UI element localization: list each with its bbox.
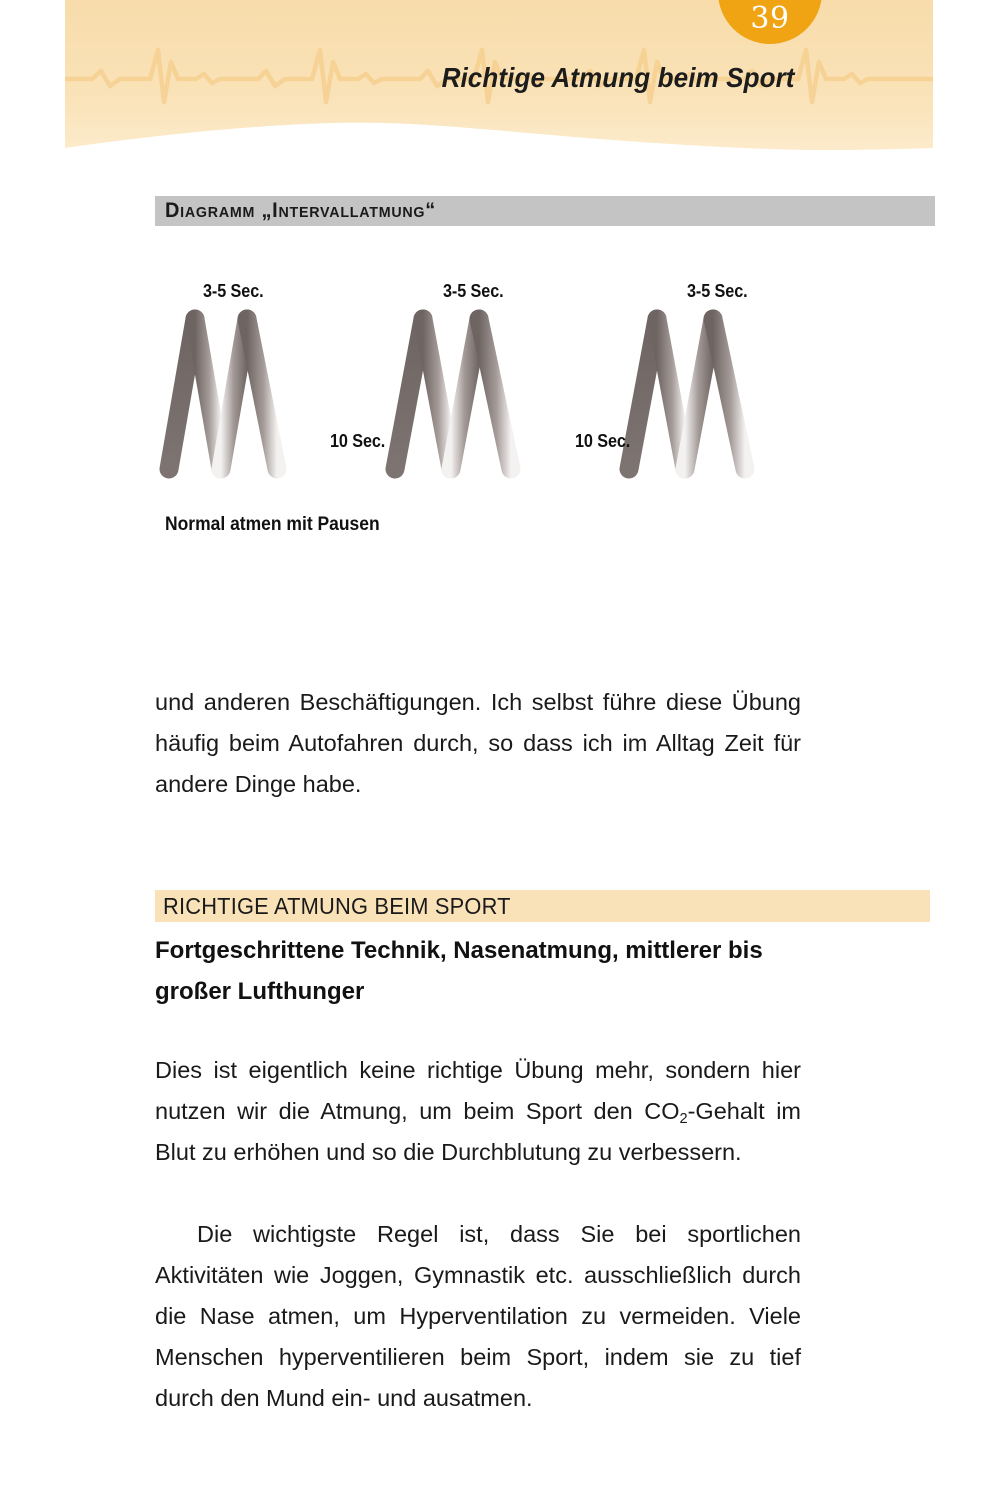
paragraph-body-1 [155, 1050, 801, 1173]
interval-breathing-diagram [155, 262, 855, 552]
wave-label-interval-1: 3-5 Sec. [203, 281, 264, 301]
wave-fall-2b [479, 319, 511, 469]
wave-label-pause-1: 10 Sec. [330, 431, 386, 451]
diagram-caption: Normal atmen mit Pausen [165, 514, 380, 535]
page-number-label: 39 [750, 1, 790, 36]
paragraph-body-2 [155, 1214, 801, 1419]
wave-label-interval-2: 3-5 Sec. [443, 281, 504, 301]
section-heading-label: RICHTIGE ATMUNG BEIM SPORT [163, 893, 511, 919]
section-heading-bar [155, 890, 930, 922]
paragraph-body-1-text [155, 1050, 801, 1173]
paragraph-body-1-part-b: -Gehalt im Blut zu erhöhen und so die Durchblutung zu verbessern. [155, 1098, 801, 1165]
paragraph-body-2-text: Die wichtigste Regel ist, dass Sie bei sportlichen Aktivitäten wie Joggen, Gymnastik etc. ausschließlich durch die Nase atmen, um Hyperventilation zu vermeiden. Viele Menschen hyperventilieren beim Sport, indem sie zu tief durch den Mund ein- und ausatmen. [155, 1221, 801, 1411]
wave-fall-3b [713, 319, 745, 469]
paragraph-intro-text: und anderen Beschäftigungen. Ich selbst führe diese Übung häufig beim Autofahren durch, so dass ich im Alltag Zeit für andere Dinge habe. [155, 689, 801, 797]
page-header [0, 0, 1000, 180]
diagram-title-label: Diagramm „Intervallatmung“ [165, 199, 437, 222]
page-title: Richtige Atmung beim Sport [442, 62, 795, 93]
paragraph-intro [155, 682, 801, 805]
wave-label-interval-3: 3-5 Sec. [687, 281, 748, 301]
wave-fall-1b [247, 319, 277, 469]
wave-label-pause-2: 10 Sec. [575, 431, 631, 451]
diagram-title-bar [155, 196, 935, 226]
co2-subscript: 2 [679, 1111, 688, 1128]
section-subheading: Fortgeschrittene Technik, Nasenatmung, mittlerer bis großer Lufthunger [155, 937, 763, 1005]
paragraph-body-1-part-a: Dies ist eigentlich keine richtige Übung mehr, sondern hier nutzen wir die Atmung, um beim Sport den CO [155, 1057, 801, 1124]
breathing-waveform-chart [155, 297, 815, 492]
